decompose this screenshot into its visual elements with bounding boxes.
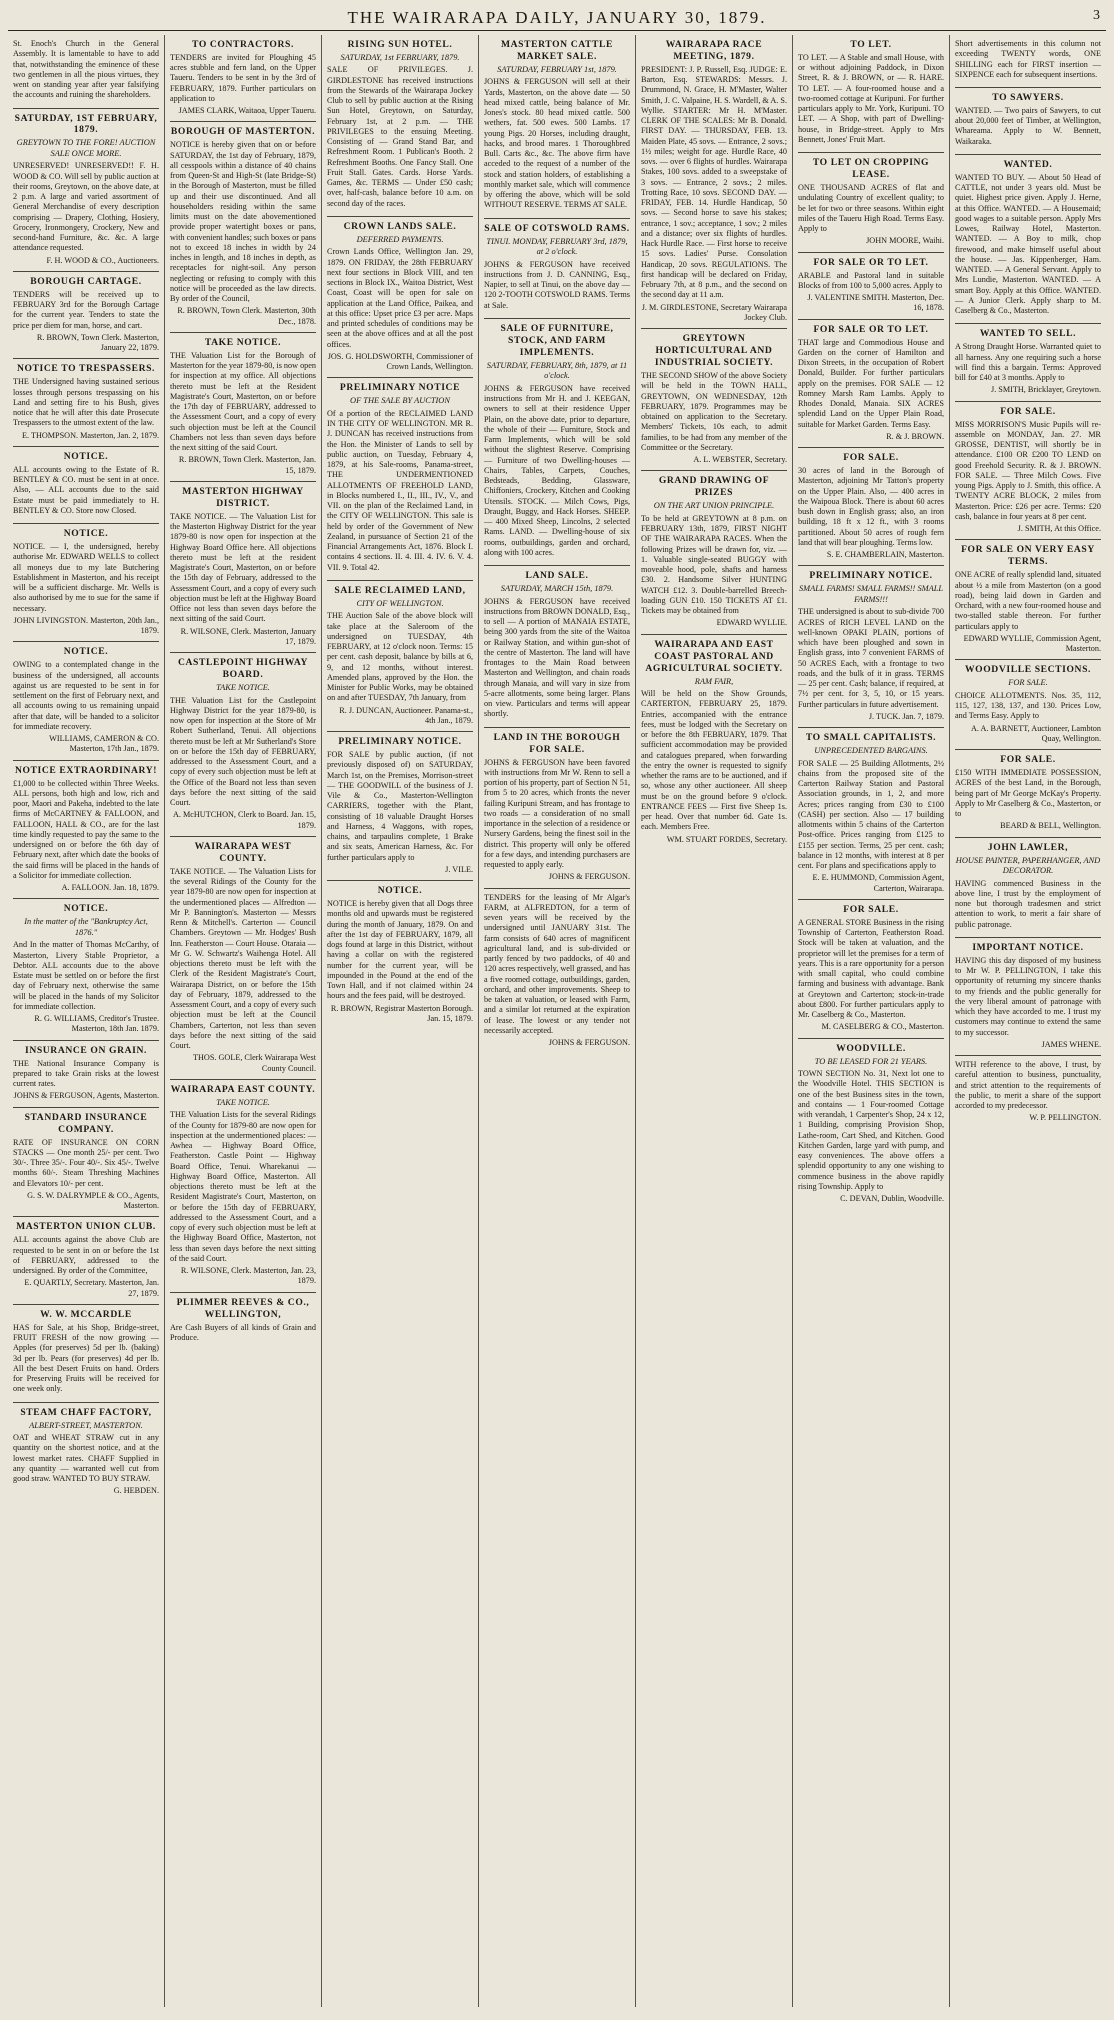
- advertisement: [798, 253, 944, 320]
- advertisement: [327, 217, 473, 378]
- advertisement: [13, 761, 159, 900]
- advertisement: [170, 35, 316, 122]
- advertisement: [484, 219, 630, 319]
- advertisement-signature: F. H. WOOD & CO., Auctioneers.: [46, 255, 159, 265]
- advertisement: [13, 35, 159, 109]
- advertisement-heading: MASTERTON UNION CLUB.: [16, 1221, 156, 1233]
- advertisement-heading: INSURANCE ON GRAIN.: [24, 1044, 147, 1056]
- advertisement-signature: JOHNS & FERGUSON, Agents, Masterton.: [13, 1091, 159, 1101]
- advertisement-heading: LAND IN THE BOROUGH FOR SALE.: [493, 731, 621, 755]
- advertisement-heading: TO LET.: [850, 39, 892, 50]
- advertisement-signature: R. WILSONE, Clerk. Masterton, January 17, 1879.: [180, 626, 316, 646]
- advertisement: [170, 122, 316, 332]
- advertisement-heading: WANTED TO SELL.: [979, 328, 1077, 340]
- advertisement-subheading: DEFERRED PAYMENTS.: [356, 234, 444, 244]
- advertisement-signature: R. J. DUNCAN, Auctioneer. Panama-st., 4th Jan., 1879.: [339, 705, 473, 725]
- page-number: 3: [1093, 8, 1100, 23]
- advertisement-signature: EDWARD WYLLIE.: [716, 618, 787, 628]
- advertisement-heading: FOR SALE.: [843, 452, 899, 464]
- advertisement-body: Of a portion of the RECLAIMED LAND IN THE CITY OF WELLINGTON. MR R. J. DUNCAN has received instructions from the Hon. the Minister of Lands to sell by public auction, on Tuesday, February 4, 1879, at his Sale-rooms, Panama-street, THE UNDERMENTIONED ALLOTMENTS OF FREEHOLD LAND, in Blocks numbered I., II., III., IV., V., and VII. on the plan of the Reclaimed Land, in the CITY OF WELLINGTON. This sale is held by order of the Government of New Zealand, in pursuance of Section 21 of the Financial Arrangements Act, 1876. Block I. contains 4 sections. II. 4. III. 4. IV. 6. V. 4. VII. 9. Total 42.: [327, 408, 473, 572]
- advertisement-body: HAS for Sale, at his Shop, Bridge-street, FRUIT FRESH of the now growing — Apples (for preserves) 5d per lb. (baking) 3d per lb. Pears (for preserves) 4d per lb. All the best Desert Fruits on hand. Orders for Preserving Fruits will be received for one week only.: [13, 1322, 159, 1394]
- advertisement-signature: JAMES WHENE.: [1041, 1039, 1101, 1049]
- advertisement: [13, 1217, 159, 1304]
- advertisement-heading: STANDARD INSURANCE COMPANY.: [24, 1111, 148, 1135]
- advertisement-signature: S. E. CHAMBERLAIN, Masterton.: [826, 550, 944, 560]
- advertisement-heading: TO CONTRACTORS.: [192, 39, 294, 50]
- advertisement-body: TENDERS for the leasing of Mr Algar's FARM, at ALFREDTON, for a term of seven years will be received by the undersigned until JANUARY 31st. The farm consists of 640 acres of magnificent agricultural land, and is sub-divided or partly fenced by two paddocks, of 40 and 120 acres respectively, well grassed, and has a five roomed cottage, outbuildings, garden, orchard, and other improvements. Sheep to be taken at valuation, or leased with Farm, and a similar lot returned at the expiration of lease. The lowest or any tender not necessarily accepted.: [484, 892, 630, 1035]
- advertisement-subheading: UNPRECEDENTED BARGAINS.: [814, 746, 928, 756]
- advertisement: [327, 732, 473, 881]
- advertisement-heading: WAIRARAPA EAST COUNTY.: [170, 1083, 316, 1095]
- advertisement: [484, 889, 630, 1054]
- advertisement: [13, 1108, 159, 1218]
- advertisement-heading: WAIRARAPA AND EAST COAST PASTORAL AND AGRICULTURAL SOCIETY.: [645, 638, 783, 674]
- advertisement-signature: JOHNS & FERGUSON.: [548, 1038, 630, 1048]
- advertisement-body: 30 acres of land in the Borough of Masterton, adjoining Mr Tatton's property on the Upper Plain. Also, — 400 acres in the Waipoua Block. There is about 60 acres bush down in English grass; also, an iron building, 18 ft x 12 ft., with 3 rooms partitioned. About 50 acres of rough fern land that will bear ploughing. Terms low.: [798, 466, 944, 547]
- advertisement: [955, 402, 1101, 541]
- advertisement-body: THE Valuation List for the Castlepoint Highway District for the year 1879-80, is now open for inspection at the Store of Mr Robert Sutherland, Tenui. All objections thereto must be left at Mr Sutherland's Store on or before the 15th day of FEBRUARY, addressed to the Assessment Court, and a copy of every such objection must be left at the Office of the Board not less than seven days before the next sitting of the said Court.: [170, 695, 316, 808]
- advertisement-body: TENDERS are invited for Ploughing 45 acres stubble and fern land, on the Upper Taueru. Tenders to be sent in by the 3rd of FEBRUARY, 1879. Further particulars on application to: [170, 52, 316, 103]
- advertisement-body: To be held at GREYTOWN at 8 p.m. on FEBRUARY 13th, 1879, FIRST NIGHT OF THE WAIRARAPA RACES. When the following Prizes will be drawn for, viz. — 1. Valuable single-seated BUGGY with moveable hood, pole, shafts and harness £30. 2. Handsome Silver HUNTING WATCH £12. 3. Double-barrelled Breech-loading GUN £10. 150 TICKETS AT £1. Tickets may be obtained from: [641, 513, 787, 616]
- column-3: [322, 35, 479, 2007]
- advertisement-body: ONE ACRE of really splendid land, situated about ½ a mile from Masterton (on a good road), being laid down in Garden and Orchard, with a new four-roomed house and two-stalled stable thereon. For further particulars apply to: [955, 570, 1101, 631]
- advertisement-signature: R. WILSONE, Clerk. Masterton, Jan. 23, 1879.: [180, 1266, 316, 1286]
- advertisement: [798, 728, 944, 900]
- advertisement-subheading: TINUI. MONDAY, FEBRUARY 3rd, 1879, at 2 o'clock.: [486, 236, 628, 257]
- advertisement-subheading: OF THE SALE BY AUCTION: [350, 396, 450, 406]
- advertisement-signature: R. BROWN, Town Clerk. Masterton, January 22, 1879.: [36, 332, 159, 353]
- column-5: [636, 35, 793, 2007]
- advertisement-signature: JOHNS & FERGUSON.: [548, 872, 630, 882]
- advertisement: [170, 333, 316, 482]
- column-7: [950, 35, 1106, 2007]
- advertisement: [955, 155, 1101, 324]
- advertisement-body: THE SECOND SHOW of the above Society will be held in the TOWN HALL, GREYTOWN, ON WEDNESDAY, 12th FEBRUARY, 1879. Programmes may be obtained on application to the Secretary. Members' Tickets, 10s each, to admit families, to be had from any member of the Committee or the Secretary.: [641, 371, 787, 452]
- advertisement: [13, 109, 159, 272]
- advertisement-body: THE undersigned is about to sub-divide 700 ACRES of RICH LEVEL LAND on the well-known OPAKI PLAIN, portions of which have been ploughed and sown in English grass, into 7 convenient FARMS of 50 ACRES Each, with a frontage to two roads, and the bulk of it in grass. TERMS — 25 per cent. Cash; balance, if required, at 7½ per cent. for 3, 5, 10, or 15 years. Further particulars in future advertisement.: [798, 607, 944, 709]
- advertisement-heading: NOTICE.: [63, 450, 109, 462]
- advertisement-body: ARABLE and Pastoral land in suitable Blocks of from 100 to 5,000 acres. Apply to: [798, 270, 944, 290]
- advertisement: [798, 566, 944, 728]
- advertisement-heading: TO SMALL CAPITALISTS.: [805, 732, 937, 744]
- advertisement-heading: NOTICE.: [377, 885, 423, 897]
- advertisement-body: JOHNS & FERGUSON have been favored with instructions from Mr W. Renn to sell a portion of his property, part of Section N 51, from 5 to 20 acres, which fronts the never failing Kuripuni Stream, and has frontage to two roads — a consideration of no small importance in the selection of a residence or Nursery Gardens, being the finest soil in the district. This property will only be offered for a few days, and intending purchasers are requested to apply early.: [484, 757, 630, 870]
- masthead-title: THE WAIRARAPA DAILY, JANUARY 30, 1879.: [347, 8, 767, 27]
- advertisement-heading: MASTERTON CATTLE MARKET SALE.: [500, 39, 614, 62]
- advertisement-signature: R. & J. BROWN.: [886, 431, 944, 441]
- advertisement-signature: J. SMITH, Bricklayer, Greytown.: [991, 385, 1101, 395]
- advertisement: [170, 1293, 316, 1350]
- advertisement-body: A Strong Draught Horse. Warranted quiet to all harness. Any one requiring such a horse will find this a bargain. Terms: Approved bill for £40 at 3 months. Apply to: [955, 342, 1101, 383]
- advertisement-body: ALL accounts owing to the Estate of R. BENTLEY & CO. must be sent in at once. Also, — ALL accounts due to the said Estate must be paid immediately to H. BENTLEY & CO. Store now Closed.: [13, 464, 159, 515]
- advertisement: [798, 900, 944, 1039]
- advertisement: [484, 319, 630, 566]
- advertisement-signature: R. BROWN, Town Clerk. Masterton, Jan. 15, 1879.: [178, 455, 316, 475]
- advertisement-signature: A. FALLOON. Jan. 18, 1879.: [61, 883, 159, 893]
- advertisement-subheading: TAKE NOTICE.: [216, 683, 270, 693]
- advertisement-signature: EDWARD WYLLIE, Commission Agent, Masterton.: [963, 633, 1101, 654]
- advertisement: [327, 881, 473, 1029]
- advertisement-heading: WAIRARAPA RACE MEETING, 1879.: [665, 39, 763, 62]
- advertisement-body: THAT large and Commodious House and Garden on the corner of Hamilton and Dixon Streets, in the occupation of Robert Donald, Builder. For further particulars apply on the premises. FOR SALE — 12 Romney Marsh Ram Lambs. Apply to Rhodes Donald, Manaia. SIX ACRES splendid Land on the Upper Plain Road, suitable for Market Garden. Terms Easy.: [798, 337, 944, 429]
- advertisement: [327, 378, 473, 580]
- advertisement-body: TENDERS will be received up to FEBRUARY 3rd for the Borough Cartage for the current year. Tenders to state the price per diem for man, horse, and cart.: [13, 289, 159, 330]
- advertisement-subheading: ON THE ART UNION PRINCIPLE.: [653, 501, 775, 511]
- advertisement-subheading: SATURDAY, 1st FEBRUARY, 1879.: [340, 52, 460, 62]
- advertisement-heading: TO SAWYERS.: [992, 92, 1064, 103]
- advertisement-signature: G. HEBDEN.: [113, 1486, 159, 1496]
- advertisement-body: TO LET. — A Stable and small House, with or without adjoining Paddock, in Dixon Street, R. & J. BROWN, or — R. HARE. TO LET. — A four-roomed house and a two-roomed cottage at Kuripuni. For further particulars apply to Mr. York, Kuripuni. TO LET. — A Shop, with part of Dwelling-house, in Bridge-street. Apply to Mrs Bennett, Jones' Fruit Mart.: [798, 52, 944, 144]
- advertisement-heading: IMPORTANT NOTICE.: [972, 941, 1084, 953]
- advertisement-heading: NOTICE.: [63, 903, 109, 915]
- advertisement-subheading: SATURDAY, MARCH 15th, 1879.: [500, 584, 614, 594]
- advertisement: [955, 660, 1101, 750]
- advertisement: [798, 448, 944, 566]
- advertisement-heading: SALE RECLAIMED LAND,: [334, 584, 466, 596]
- advertisement-signature: J. VALENTINE SMITH. Masterton, Dec. 16, 1878.: [807, 293, 944, 313]
- advertisement-heading: FOR SALE.: [1000, 405, 1056, 417]
- advertisement-heading: CROWN LANDS SALE.: [343, 220, 457, 232]
- advertisement-signature: J. M. GIRDLESTONE, Secretary Wairarapa Jockey Club.: [641, 302, 787, 322]
- advertisement-signature: W. P. PELLINGTON.: [1029, 1113, 1101, 1123]
- advertisement-body: And In the matter of Thomas McCarthy, of Masterton, Livery Stable Proprietor, a Debtor. ALL accounts due to the above Estate must be settled on or before the first day of February next, otherwise the same will be placed in the hands of my Solicitor for immediate collection.: [13, 940, 159, 1011]
- advertisement-body: TOWN SECTION No. 31, Next lot one to the Woodville Hotel. THIS SECTION is one of the best Business sites in the town, and contains — 1 Four-roomed Cottage with verandah, 1 Carpenter's Shop, 24 x 12, 1 Building, comprising Provision Shop, Lathe-room, Cart Shed, and Kitchen. Good Kitchen Garden, large yard with pump, and easy conveniences. The above offers a splendid opportunity to any one wishing to commence business in the above rapidly rising Township. Apply to: [798, 1069, 944, 1191]
- advertisement-subheading: CITY OF WELLINGTON.: [356, 598, 444, 608]
- advertisement-heading: WOODVILLE.: [836, 1042, 906, 1054]
- advertisement-subheading: SATURDAY, FEBRUARY, 8th, 1879, at 11 o'clock.: [486, 360, 628, 381]
- advertisement-body: CHOICE ALLOTMENTS. Nos. 35, 112, 115, 127, 138, 137, and 130. Prices Low, and Terms Easy. Apply to: [955, 690, 1101, 721]
- advertisement-heading: NOTICE EXTRAORDINARY!: [14, 764, 158, 776]
- advertisement-signature: JOS. G. HOLDSWORTH, Commissioner of Crown Lands, Wellington.: [327, 351, 473, 372]
- advertisement: [955, 750, 1101, 837]
- advertisement-body: JOHNS & FERGUSON have received instructions from Mr H. and J. KEEGAN, owners to sell at their residence Upper Plain, on the above date, prior to departure, the whole of their — Furniture, Stock and Farm Implements, which will be sold without the slightest Reserve. Comprising — Furniture of two Dwelling-houses — Chairs, Tables, Carpets, Couches, Bedsteads, Bedding, Glassware, Chiffoniers, Crockery, Kitchen and Cooking Utensils. STOCK. — Milch Cows, Pigs, Draught, Buggy, and Hack Horses. SHEEP. — 400 Mixed Sheep, Lincolns, 2 selected Rams. LAND. — Dwelling-house of six rooms, outbuildings, garden and orchard, along with 100 acres.: [484, 383, 630, 557]
- advertisement-body: TAKE NOTICE. — The Valuation List for the Masterton Highway District for the year 1879-80 is now open for inspection at the Highway Board Office here. All objections thereto must be left at the resident Magistrate's Court, Masterton, on or before the 15th day of February, addressed to the Assessment Court, and a copy of every such objection must be left at the Highway Board Office not less than seven days before the next sitting of the said Court.: [170, 511, 316, 624]
- advertisement-heading: RISING SUN HOTEL.: [347, 39, 453, 50]
- advertisement-signature: E. E. HUMMOND, Commission Agent, Carterton, Wairarapa.: [812, 873, 944, 893]
- advertisement-heading: BOROUGH OF MASTERTON.: [170, 126, 316, 138]
- advertisement-heading: W. W. MCCARDLE: [40, 1308, 132, 1320]
- advertisement-heading: TAKE NOTICE.: [204, 336, 282, 348]
- advertisement-body: A GENERAL STORE Business in the rising Township of Carterton, Featherston Road. Stock will be taken at valuation, and the proprietor will let the premises for a term of years. This is a rare opportunity for a person with small capital, who could combine farming and business with advantage. Bank at Greytown and Carterton; stock-in-trade about £800. For further particulars apply to Mr. Caselberg & Co., Masterton.: [798, 917, 944, 1020]
- advertisement: [13, 1305, 159, 1403]
- advertisement-signature: J. SMITH, At this Office.: [1017, 524, 1101, 534]
- advertisement-heading: TO LET ON CROPPING LEASE.: [812, 157, 930, 181]
- advertisement: [955, 1056, 1101, 1129]
- masthead: [8, 6, 1106, 31]
- advertisement-heading: WAIRARAPA WEST COUNTY.: [194, 840, 292, 864]
- advertisement-signature: E. QUARTLY, Secretary. Masterton, Jan. 27, 1879.: [24, 1278, 159, 1298]
- advertisement-body: WANTED TO BUY. — About 50 Head of CATTLE, not under 3 years old. Must be quiet. Highest price given. Apply J. Herne, at this Office. WANTED. — A Housemaid; good wages to a suitable person. Apply Mrs Lowes, Railway Hotel, Masterton. WANTED. — A Boy to milk, chop firewood, and make himself useful about the house. — Jas. Kippenberger, Ham. WANTED. — A General Servant. Apply to Mrs Lundie, Masterton. WANTED. — A smart Boy. Apply at this Office. WANTED. — A Junior Clerk. Apply sharp to M. Caselberg & Co., Masterton.: [955, 172, 1101, 316]
- advertisement-heading: NOTICE TO TRESPASSERS.: [16, 363, 156, 375]
- advertisement-signature: C. DEVAN, Dublin, Woodville.: [840, 1194, 944, 1204]
- advertisement-heading: MASTERTON HIGHWAY DISTRICT.: [182, 485, 304, 509]
- advertisement-heading: SALE OF FURNITURE, STOCK, AND FARM IMPLEMENTS.: [500, 322, 614, 358]
- advertisement-subheading: SATURDAY, FEBRUARY 1st, 1879.: [497, 64, 617, 74]
- advertisement-subheading: In the matter of the "Bankruptcy Act, 1876.": [24, 917, 148, 937]
- column-1: [8, 35, 165, 2007]
- advertisement: [484, 566, 630, 727]
- advertisement: [955, 540, 1101, 660]
- advertisement-subheading: SMALL FARMS! SMALL FARMS!! SMALL FARMS!!!: [798, 584, 944, 604]
- advertisement-signature: JOHN MOORE, Waihi.: [866, 236, 944, 246]
- advertisement-heading: GRAND DRAWING OF PRIZES: [658, 475, 770, 499]
- advertisement: [641, 35, 787, 329]
- advertisement-body: ALL accounts against the above Club are requested to be sent in on or before the 1st of FEBRUARY, addressed to the undersigned. By order of the Committee,: [13, 1235, 159, 1276]
- advertisement: [13, 447, 159, 524]
- advertisement: [13, 272, 159, 359]
- advertisement-heading: WOODVILLE SECTIONS.: [964, 664, 1092, 676]
- advertisement-body: JOHNS & FERGUSON have received instructions from BROWN DONALD, Esq., to sell — A portion of MANAIA ESTATE, being 300 yards from the site of the Waitoa or Railway Station, and within gun-shot of the centre of Masterton. The land will have frontages to the Main Road between Masterton and Wellington, and chain roads through Manaia, and will vary in size from 5-acre allotments, some being larger. Plans on view. Particulars and terms will appear shortly.: [484, 596, 630, 719]
- advertisement: [955, 324, 1101, 401]
- advertisement-subheading: HOUSE PAINTER, PAPERHANGER, AND DECORATOR.: [955, 855, 1101, 876]
- advertisement: [170, 482, 316, 653]
- advertisement-heading: GREYTOWN HORTICULTURAL AND INDUSTRIAL SOCIETY.: [654, 333, 774, 369]
- advertisement-signature: J. TUCK. Jan. 7, 1879.: [868, 711, 944, 721]
- advertisement-signature: E. THOMPSON. Masterton, Jan. 2, 1879.: [22, 430, 159, 440]
- advertisement-heading: FOR SALE OR TO LET.: [813, 256, 929, 268]
- advertisement: [955, 88, 1101, 155]
- advertisement: [641, 329, 787, 471]
- advertisement: [798, 153, 944, 252]
- advertisement-heading: BOROUGH CARTAGE.: [30, 275, 142, 287]
- advertisement: [13, 524, 159, 642]
- advertisement-signature: JAMES CLARK, Waitaoa, Upper Taueru.: [178, 106, 316, 116]
- advertisement: [13, 899, 159, 1040]
- advertisement-body: THE Valuation Lists for the several Ridings of the County for 1879-80 are now open for inspection at the undermentioned places: — Awhea — Highway Board Office, Featherston. Castle Point — Highway Board Office, Tenui. Wharekanui — Highway Board Office, Masterton. All objections thereto must be left at the Resident Magistrate's Court, Masterton, on or before the 15th day of FEBRUARY, addressed to the Assessment Court, and a copy of every such objection must be left at the Highway Board Office, Masterton, not less than seven days before the next sitting of the said Court.: [170, 1110, 316, 1263]
- advertisement-signature: R. G. WILLIAMS, Creditor's Trustee. Masterton, 18th Jan. 1879.: [34, 1014, 159, 1034]
- advertisement-signature: THOS. GOLE, Clerk Wairarapa West County Council.: [193, 1053, 316, 1073]
- advertisement: [484, 35, 630, 219]
- advertisement-heading: FOR SALE.: [843, 903, 899, 915]
- advertisement-heading: STEAM CHAFF FACTORY,: [20, 1406, 152, 1418]
- advertisement-heading: PRELIMINARY NOTICE.: [809, 570, 933, 582]
- advertisement-signature: A. McHUTCHON, Clerk to Board. Jan. 15, 1879.: [172, 810, 316, 830]
- advertisement-signature: WILLIAMS, CAMERON & CO. Masterton, 17th Jan., 1879.: [49, 734, 159, 754]
- column-2: [165, 35, 322, 2007]
- advertisement-body: ONE THOUSAND ACRES of flat and undulating Country of excellent quality; to be let for two or three seasons. Within eight miles of the Taueru High Road. Terms Easy. Apply to: [798, 183, 944, 234]
- advertisement-body: Will be held on the Show Grounds, CARTERTON, FEBRUARY 25, 1879. Entries, accompanied with the entrance fees, must be lodged with the Secretary on or before the 8th FEBRUARY, 1879. That sufficient accommodation may be provided and catalogues prepared, when forwarding the entry the owner is requested to signify whether the rams are to be auctioned, and if so, whose any other auctioneer. All sheep must be on the ground before 9 o'clock. ENTRANCE FEES — First five Sheep 1s. per head. Over that number 6d. Gate 1s. each. Members Free.: [641, 689, 787, 832]
- advertisement-body: TAKE NOTICE. — The Valuation Lists for the several Ridings of the County for the year 1879-80 are now open for inspection at the undermentioned places — Alfredton — Mr P. Bannington's. Masterton — Messrs Renn & Mitchell's. Carterton — Council Chambers. Greytown — Mr. Hodges' Bush Inn. Featherston — Court House. Otaraia — Mr G. W. Schwartz's Waihenga Hotel. All objections thereto must be left with the Clerk of the Resident Magistrate's Court, Wairarapa District, on or before the 15th day of February, 1879, addressed to the Assessment Court, and a copy of every such objection must be left at the Council Chambers, Carterton, not less than seven days before the next sitting of the said Court.: [170, 866, 316, 1051]
- advertisement-heading: WANTED.: [1003, 158, 1053, 170]
- advertisement: [327, 35, 473, 217]
- advertisement-body: WANTED. — Two pairs of Sawyers, to cut about 20,000 feet of Timber, at Wellington, Whareama. Apply to W. Bennett, Waikaraka.: [955, 105, 1101, 146]
- advertisement-signature: A. A. BARNETT, Auctioneer, Lambton Quay, Wellington.: [970, 723, 1101, 743]
- advertisement-heading: NOTICE.: [63, 646, 109, 658]
- advertisement-body: SALE OF PRIVILEGES. J. GIRDLESTONE has received instructions from the Stewards of the Wairarapa Jockey Club to sell by public auction at the Rising Sun Hotel, Greytown, on Saturday, February 1st, at 2 p.m. — THE PRIVILEGES to the ensuing Meeting. Consisting of — Grand Stand Bar, and Refreshment Room. 1 Publican's Booth. 2 Refreshment Booths. One Fancy Stall. One Fruit Stall. Gates. Cards. Horse Yards. Games, &c. TERMS — Under £50 cash; over, half-cash, balance before 10 a.m. on second day of the races.: [327, 65, 473, 208]
- advertisement: [13, 1041, 159, 1108]
- advertisement: [641, 471, 787, 634]
- advertisement-body: THE Auction Sale of the above block will take place at the Saleroom of the undersigned on TUESDAY, 4th FEBRUARY, at 12 o'clock noon. Terms: 15 per cent. cash deposit, balance by bills at 6, 9, and 12 months, without interest. Amended plans, approved by the Hon. the Minister for Public Works, may be obtained on and after TUESDAY, 7th January, from: [327, 611, 473, 703]
- advertisement-body: WITH reference to the above, I trust, by careful attention to business, punctuality, and strict attention to the requirements of the public, to merit a share of the support accorded to my predecessor.: [955, 1060, 1101, 1111]
- advertisement: [13, 642, 159, 760]
- advertisement: [13, 359, 159, 446]
- advertisement-body: £1,000 to be collected within Three Weeks. ALL persons, both high and low, rich and poor, Maori and Pakeha, indebted to the late firms of McCARTNEY & FALLOON, and FALLOON, HALL & CO., are for the last time kindly requested to pay the same to the undersigned on or before the 6th day of February next, after which date the books of the said firms will be placed in the hands of a Solicitor for immediate collection.: [13, 778, 159, 880]
- advertisement: [170, 837, 316, 1080]
- advertisement-body: NOTICE is hereby given that all Dogs three months old and upwards must be registered during the month of January, 1879. On and after the 1st day of FEBRUARY, 1879, all dogs found at large in this District, without having a collar on with the registered number for the current year, will be impounded in the Pound at the end of the Town Hall, and if not claimed within 24 hours and the fees paid, will be destroyed.: [327, 899, 473, 1001]
- advertisement-subheading: ALBERT-STREET, MASTERTON.: [29, 1420, 143, 1430]
- advertisement-body: THE National Insurance Company is prepared to take Grain risks at the lowest current rates.: [13, 1058, 159, 1089]
- advertisement: [170, 653, 316, 837]
- advertisement-body: UNRESERVED! UNRESERVED!! F. H. WOOD & CO. Will sell by public auction at their rooms, Greytown, on the above date, at 2 p.m. A large and varied assortment of General Merchandise of every description comprising — Drapery, Clothing, Hosiery, Grocery, Ironmongery, Crockery, New and second-hand Furniture, &c. &c. A large attendance requested.: [13, 161, 159, 253]
- advertisement-body: OWING to a contemplated change in the business of the undersigned, all accounts against us are requested to be sent in for settlement on the first of February next, and all accounts owing to us remaining unpaid after that date, will be handed to a solicitor for immediate recovery.: [13, 660, 159, 731]
- advertisement-body: Short advertisements in this column not exceeding TWENTY words, ONE SHILLING each for FIRST insertion — SIXPENCE each for subsequent insertions.: [955, 39, 1101, 79]
- advertisement-body: HAVING commenced Business in the above line, I trust by the employment of none but thorough tradesmen and strict attention to work, to merit a fair share of public patronage.: [955, 878, 1101, 929]
- advertisement-heading: FOR SALE.: [1000, 754, 1056, 766]
- advertisement-subheading: TO BE LEASED FOR 21 YEARS.: [814, 1056, 928, 1066]
- advertisement: [955, 35, 1101, 88]
- advertisement-signature: JOHN LIVINGSTON. Masterton, 20th Jan., 1879.: [13, 615, 159, 636]
- advertisement-heading: LAND SALE.: [525, 570, 589, 582]
- advertisement-body: NOTICE is hereby given that on or before SATURDAY, the 1st day of February, 1879, all cesspools within a distance of 40 chains from Queen-St and High-St (late Bridge-St) in the Borough of Masterton, must be filled up and their use discontinued. And all householders residing within the same limits must on the date abovementioned provide proper watertight boxes or pans, with convenient handles; such boxes or pans not to exceed 18 inches in width by 24 inches in length, and 18 inches in depth, as receptacles for night-soil. Any person neglecting or refusing to comply with this notice will be proceeded as the law directs. By order of the Council,: [170, 140, 316, 304]
- advertisement-body: £150 WITH IMMEDIATE POSSESSION, ACRES of the best Land, in the Borough, being part of Mr George McKay's Property. Apply to Mr Caselberg & Co., Masterton, or to: [955, 768, 1101, 819]
- advertisement: [484, 728, 630, 889]
- columns: [8, 35, 1106, 2007]
- advertisement-subheading: RAM FAIR,: [694, 676, 734, 686]
- advertisement: [170, 1080, 316, 1293]
- advertisement-subheading: GREYTOWN TO THE FORE! AUCTION SALE ONCE MORE.: [16, 138, 156, 158]
- advertisement-heading: JOHN LAWLER,: [987, 841, 1069, 853]
- column-4: [479, 35, 636, 2007]
- advertisement-body: PRESIDENT: J. P. Russell, Esq. JUDGE: E. Barton, Esq. STEWARDS: Messrs. J. Drummond, N. Grace, H. M'Master, Walter Smith, J. C. Valpaine, H. S. Wardell, & A. S. Wyllie. STARTER: Mr H. M'Master. CLERK OF THE SCALES: Mr B. Donald. FIRST DAY. — THURSDAY, FEB. 13. Maiden Plate, 45 sovs. — Entrance, 2 sovs.; 1½ miles; weight for age. Hurdle Race, 40 sovs. — over 6 flights of hurdles. Wairarapa Stakes, 100 sovs. added to a sweepstake of 3 sovs. — Entrance, 2 sovs.; 2 miles. Trotting Race, 10 sovs. SECOND DAY. — FRIDAY, FEB. 14. Hurdle Handicap, 50 sovs. — Second horse to save his stakes; entrance, 1 sov.; acceptance, 1 sov.; 2 miles and a distance; over six flights of hurdles. Hack Hurdle Race. — First horse to receive 15 sovs. Ladies' Purse. Consolation Handicap, 20 sovs. REGULATIONS. The first handicap will be declared on Friday, February 7th, at 8 p.m., and the second on the second day at 11 a.m.: [641, 64, 787, 300]
- advertisement-heading: FOR SALE ON VERY EASY TERMS.: [961, 544, 1095, 568]
- advertisement-signature: R. BROWN, Town Clerk. Masterton, 30th Dec., 1878.: [177, 306, 316, 326]
- advertisement-heading: NOTICE.: [63, 528, 109, 540]
- advertisement-body: THE Undersigned having sustained serious losses through persons trespassing on his Land and setting fire to his Bush, gives notice that he will after this date Prosecute Trespassers to the utmost extent of the law.: [13, 377, 159, 428]
- column-6: [793, 35, 950, 2007]
- advertisement-body: MISS MORRISON'S Music Pupils will re-assemble on MONDAY, Jan. 27. MR GROSSE, DENTIST, will shortly be in attendance. £100 OR £200 TO LEND on good Freehold Security. R. & J. BROWN. FOR SALE. — Three Milch Cows. Five young Pigs. Apply to J. Smith, this office. A TWENTY ACRE BLOCK, 2 miles from Masterton. Price: £26 per acre. Terms: £20 cash, balance in four years at 8 per cent.: [955, 419, 1101, 521]
- advertisement-heading: PLIMMER REEVES & CO., WELLINGTON,: [176, 1296, 310, 1320]
- advertisement-body: OAT and WHEAT STRAW cut in any quantity on the shortest notice, and at the lowest market rates. CHAFF Supplied in any quantity — warranted well cut from good straw. WANTED TO BUY STRAW.: [13, 1433, 159, 1484]
- advertisement: [955, 838, 1101, 938]
- advertisement-subheading: TAKE NOTICE.: [216, 1097, 270, 1107]
- advertisement: [641, 635, 787, 850]
- advertisement-heading: CASTLEPOINT HIGHWAY BOARD.: [177, 657, 309, 681]
- advertisement-body: JOHNS & FERGUSON have received instructions from J. D. CANNING, Esq., Napier, to sell at Tinui, on the above day — 120 2-TOOTH COTSWOLD RAMS. Terms at Sale.: [484, 259, 630, 310]
- advertisement: [798, 1039, 944, 1210]
- advertisement-body: St. Enoch's Church in the General Assembly. It is lamentable to have to add that, notwithstanding the eminence of these two gentlemen in all the pious virtues, they went on standing year after year falsifying the accounts and ruining the shareholders.: [13, 39, 159, 100]
- advertisement-signature: WM. STUART FORDES, Secretary.: [666, 834, 787, 844]
- advertisement-body: FOR SALE — 25 Building Allotments, 2½ chains from the proposed site of the Carterton Railway Station and Pastoral Association grounds, in 1, 2, and more Acres; prices ranging from £30 to £100 (CASH) per section. Also — 17 building allotments within 5 chains of the Carterton Post-office. Prices ranging from £125 to £155 per section. Terms, 25 per cent. cash; balance in 12 months, with interest at 8 per cent. For plans and specifications apply to: [798, 758, 944, 871]
- advertisement-signature: A. L. WEBSTER, Secretary.: [693, 455, 787, 465]
- advertisement-subheading: FOR SALE.: [1008, 678, 1048, 688]
- advertisement: [13, 1403, 159, 1502]
- advertisement-signature: M. CASELBERG & CO., Masterton.: [821, 1022, 944, 1032]
- advertisement-heading: PRELIMINARY NOTICE: [339, 382, 461, 394]
- advertisement-body: JOHNS & FERGUSON will sell at their Yards, Masterton, on the above date — 50 head mixed cattle, being balance of Mr. Jones's stock. 80 head mixed cattle. 500 wethers, fat. 500 ewes. 500 Lambs. 17 young Pigs. 20 Horses, including draught, hacks, and brood mares. 1 Thoroughbred Bull. Carts &c., &c. The above firm have acceded to the request of a number of the stock and station holders, of establishing a monthly market sale, which will commence by offering the above, which will be sold WITHOUT RESERVE. TERMS AT SALE.: [484, 77, 630, 210]
- advertisement-signature: R. BROWN, Registrar Masterton Borough. Jan. 15, 1879.: [330, 1003, 473, 1023]
- advertisement-body: FOR SALE by public auction, (if not previously disposed of) on SATURDAY, March 1st, on the Premises, Morrison-street — THE GOODWILL of the business of J. Vile & Co., Masterton-Wellington CARRIERS, together with the Plant, consisting of 18 valuable Draught Horses and Harness, 4 Waggons, with ropes, chains, and tarpaulins complete, 1 Brake and six seats, American Harness, &c. For further particulars apply to: [327, 750, 473, 862]
- advertisement: [798, 35, 944, 153]
- advertisement-heading: SALE OF COTSWOLD RAMS.: [484, 222, 630, 234]
- advertisement-body: HAVING this day disposed of my business to Mr W. P. PELLINGTON, I take this opportunity of returning my sincere thanks to my friends and the public generally for the very liberal amount of patronage with which they have accorded to me. I trust my customers may continue to extend the same to my successor.: [955, 955, 1101, 1037]
- advertisement-body: NOTICE. — I, the undersigned, hereby authorise Mr. EDWARD WELLS to collect all moneys due to my late Butchering Establishment in Masterton, and his receipt will be a sufficient discharge. Mr. Wells is also authorised by me to sue for the same if necessary.: [13, 542, 159, 613]
- advertisement-body: RATE OF INSURANCE ON CORN STACKS — One month 25/- per cent. Two 30/-. Three 35/-. Four 40/-. Six 45/-. Twelve months 60/-. Steam Threshing Machines and Elevators 10/- per cent.: [13, 1137, 159, 1188]
- advertisement-body: Are Cash Buyers of all kinds of Grain and Produce.: [170, 1322, 316, 1342]
- advertisement-heading: FOR SALE OR TO LET.: [813, 323, 929, 335]
- advertisement: [955, 938, 1101, 1056]
- advertisement-heading: SATURDAY, 1ST FEBRUARY, 1879.: [14, 112, 158, 136]
- advertisement-heading: PRELIMINARY NOTICE.: [338, 736, 462, 748]
- advertisement-signature: J. VILE.: [445, 864, 473, 874]
- advertisement-body: Crown Lands Office, Wellington Jan. 29, 1879. ON FRIDAY, the 28th FEBRUARY next four sections in Block VIII, and ten sections in Block IX., Waitoa District, West Coast, Coast will be open for sale on application at the Land Office, Paikea, and at this office: Upset price £3 per acre. Maps and printed schedules of conditions may be seen at the above offices and at all the post offices.: [327, 247, 473, 349]
- advertisement-signature: G. S. W. DALRYMPLE & CO., Agents, Masterton.: [27, 1190, 159, 1211]
- advertisement: [327, 581, 473, 732]
- advertisement-signature: BEARD & BELL, Wellington.: [1000, 821, 1101, 831]
- advertisement-body: THE Valuation List for the Borough of Masterton for the year 1879-80, is now open for inspection at my office. All objections thereto must be left at the Resident Magistrate's Court, Masterton, on or before the 17th day of FEBRUARY, addressed to the Assessment Court, and a copy of every such objection must be left at the Council Chambers not less than seven days before the next sitting of the said Court.: [170, 350, 316, 453]
- advertisement: [798, 320, 944, 448]
